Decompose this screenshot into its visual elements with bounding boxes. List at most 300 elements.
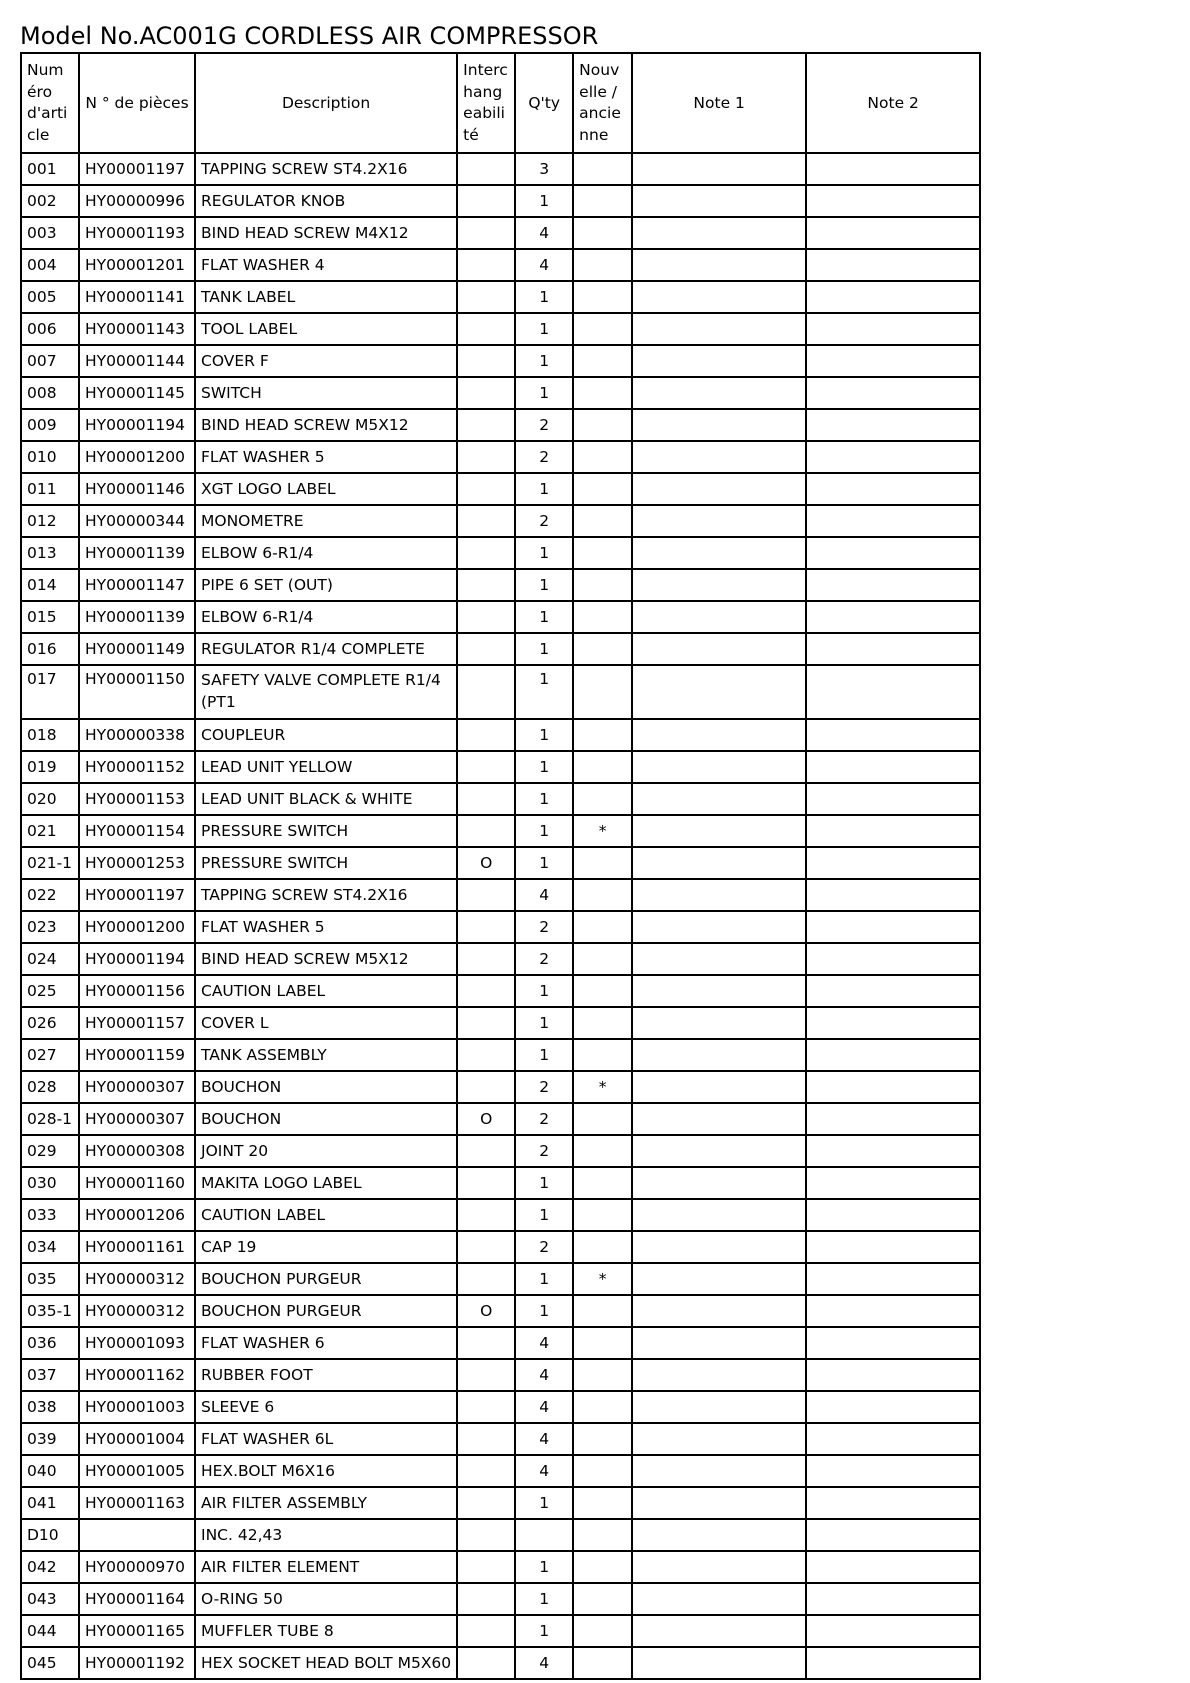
qty-cell: 2 [515,1103,573,1135]
description-cell: SAFETY VALVE COMPLETE R1/4(PT1 [195,665,457,719]
qty-cell: 1 [515,1199,573,1231]
qty-cell: 1 [515,633,573,665]
interchangeability-cell [457,249,515,281]
item-number-cell: D10 [21,1519,79,1551]
item-number-cell: 004 [21,249,79,281]
item-number-cell: 005 [21,281,79,313]
description-cell: SWITCH [195,377,457,409]
description-cell: AIR FILTER ELEMENT [195,1551,457,1583]
page-title: Model No.AC001G CORDLESS AIR COMPRESSOR [20,22,599,50]
interchangeability-cell [457,751,515,783]
note-1-cell [632,633,806,665]
part-number-cell: HY00001253 [79,847,195,879]
new-old-cell [573,1487,632,1519]
part-number-cell: HY00001162 [79,1359,195,1391]
note-2-cell [806,1231,980,1263]
note-2-cell [806,719,980,751]
table-row [21,847,980,879]
description-cell: RUBBER FOOT [195,1359,457,1391]
new-old-cell: * [573,1071,632,1103]
part-number-cell: HY00001153 [79,783,195,815]
interchangeability-cell [457,1423,515,1455]
interchangeability-cell [457,313,515,345]
item-number-cell: 011 [21,473,79,505]
note-1-cell [632,1583,806,1615]
note-1-cell [632,1167,806,1199]
interchangeability-cell [457,153,515,185]
description-cell: MUFFLER TUBE 8 [195,1615,457,1647]
note-2-cell [806,751,980,783]
description-cell: LEAD UNIT YELLOW [195,751,457,783]
item-number-cell: 021 [21,815,79,847]
part-number-cell: HY00001194 [79,409,195,441]
description-cell: O-RING 50 [195,1583,457,1615]
interchangeability-cell [457,217,515,249]
qty-cell: 2 [515,441,573,473]
description-cell: FLAT WASHER 5 [195,441,457,473]
description-cell: BOUCHON PURGEUR [195,1263,457,1295]
note-1-cell [632,409,806,441]
interchangeability-cell [457,1007,515,1039]
qty-cell: 1 [515,751,573,783]
note-2-cell [806,1551,980,1583]
interchangeability-cell [457,441,515,473]
description-cell: MONOMETRE [195,505,457,537]
interchangeability-cell [457,281,515,313]
part-number-cell: HY00001141 [79,281,195,313]
note-2-cell [806,1199,980,1231]
item-number-cell: 014 [21,569,79,601]
note-2-cell [806,377,980,409]
interchangeability-cell: O [457,1103,515,1135]
interchangeability-cell [457,1359,515,1391]
table-row [21,313,980,345]
item-number-cell: 003 [21,217,79,249]
part-number-cell: HY00001165 [79,1615,195,1647]
item-number-cell: 035 [21,1263,79,1295]
new-old-cell [573,1423,632,1455]
part-number-cell [79,1519,195,1551]
new-old-cell [573,1103,632,1135]
note-2-cell [806,441,980,473]
table-row [21,281,980,313]
header-interchangeability: Interchangeabilité [457,53,515,153]
description-cell: TOOL LABEL [195,313,457,345]
interchangeability-cell [457,1391,515,1423]
qty-cell: 1 [515,185,573,217]
qty-cell: 4 [515,217,573,249]
note-1-cell [632,1455,806,1487]
note-2-cell [806,633,980,665]
header-note-2: Note 2 [806,53,980,153]
table-row [21,345,980,377]
part-number-cell: HY00000308 [79,1135,195,1167]
new-old-cell [573,1231,632,1263]
note-2-cell [806,1167,980,1199]
interchangeability-cell: O [457,847,515,879]
note-1-cell [632,1231,806,1263]
item-number-cell: 035-1 [21,1295,79,1327]
new-old-cell [573,601,632,633]
part-number-cell: HY00001206 [79,1199,195,1231]
qty-cell: 1 [515,569,573,601]
description-cell: REGULATOR KNOB [195,185,457,217]
qty-cell: 1 [515,473,573,505]
item-number-cell: 021-1 [21,847,79,879]
new-old-cell [573,1007,632,1039]
note-2-cell [806,815,980,847]
note-2-cell [806,505,980,537]
description-cell: BIND HEAD SCREW M5X12 [195,943,457,975]
note-2-cell [806,1103,980,1135]
description-cell: CAUTION LABEL [195,1199,457,1231]
item-number-cell: 022 [21,879,79,911]
note-1-cell [632,185,806,217]
table-row [21,719,980,751]
note-2-cell [806,1295,980,1327]
interchangeability-cell [457,783,515,815]
item-number-cell: 028-1 [21,1103,79,1135]
description-cell: REGULATOR R1/4 COMPLETE [195,633,457,665]
description-cell: BIND HEAD SCREW M5X12 [195,409,457,441]
description-cell: COVER F [195,345,457,377]
new-old-cell: * [573,1263,632,1295]
qty-cell: 2 [515,943,573,975]
new-old-cell [573,1135,632,1167]
new-old-cell [573,633,632,665]
item-number-cell: 040 [21,1455,79,1487]
new-old-cell [573,313,632,345]
interchangeability-cell [457,665,515,719]
qty-cell: 1 [515,1263,573,1295]
note-2-cell [806,601,980,633]
part-number-cell: HY00001200 [79,441,195,473]
header-item-no: Numéro d'article [21,53,79,153]
part-number-cell: HY00000344 [79,505,195,537]
new-old-cell [573,1199,632,1231]
part-number-cell: HY00001157 [79,1007,195,1039]
item-number-cell: 042 [21,1551,79,1583]
note-2-cell [806,249,980,281]
description-cell: SLEEVE 6 [195,1391,457,1423]
table-row [21,1359,980,1391]
item-number-cell: 006 [21,313,79,345]
part-number-cell: HY00001154 [79,815,195,847]
qty-cell: 1 [515,1487,573,1519]
header-row [21,53,980,153]
note-1-cell [632,665,806,719]
new-old-cell [573,1615,632,1647]
interchangeability-cell [457,879,515,911]
part-number-cell: HY00001192 [79,1647,195,1679]
qty-cell: 4 [515,1455,573,1487]
qty-cell: 1 [515,1615,573,1647]
item-number-cell: 026 [21,1007,79,1039]
item-number-cell: 043 [21,1583,79,1615]
interchangeability-cell [457,1647,515,1679]
description-cell: MAKITA LOGO LABEL [195,1167,457,1199]
interchangeability-cell [457,377,515,409]
interchangeability-cell [457,1327,515,1359]
note-1-cell [632,1391,806,1423]
item-number-cell: 008 [21,377,79,409]
interchangeability-cell [457,409,515,441]
note-1-cell [632,815,806,847]
qty-cell: 4 [515,1391,573,1423]
new-old-cell [573,185,632,217]
part-number-cell: HY00000312 [79,1263,195,1295]
new-old-cell [573,943,632,975]
new-old-cell [573,719,632,751]
table-row [21,1199,980,1231]
description-cell: PRESSURE SWITCH [195,815,457,847]
item-number-cell: 023 [21,911,79,943]
description-cell: TAPPING SCREW ST4.2X16 [195,153,457,185]
table-row [21,783,980,815]
table-row [21,1583,980,1615]
description-cell: ELBOW 6-R1/4 [195,537,457,569]
note-2-cell [806,1647,980,1679]
note-1-cell [632,601,806,633]
part-number-cell: HY00001194 [79,943,195,975]
part-number-cell: HY00001149 [79,633,195,665]
table-row [21,1327,980,1359]
interchangeability-cell [457,1455,515,1487]
note-1-cell [632,1487,806,1519]
table-row [21,569,980,601]
item-number-cell: 045 [21,1647,79,1679]
description-cell: JOINT 20 [195,1135,457,1167]
qty-cell: 1 [515,1007,573,1039]
note-1-cell [632,1327,806,1359]
description-cell: INC. 42,43 [195,1519,457,1551]
new-old-cell [573,1167,632,1199]
table-row [21,217,980,249]
new-old-cell: * [573,815,632,847]
interchangeability-cell [457,633,515,665]
table-row [21,473,980,505]
new-old-cell [573,281,632,313]
note-1-cell [632,313,806,345]
qty-cell: 4 [515,879,573,911]
description-cell: ELBOW 6-R1/4 [195,601,457,633]
note-1-cell [632,847,806,879]
new-old-cell [573,1295,632,1327]
interchangeability-cell [457,1615,515,1647]
table-row [21,633,980,665]
note-1-cell [632,1199,806,1231]
table-row [21,1231,980,1263]
new-old-cell [573,1327,632,1359]
note-1-cell [632,1103,806,1135]
qty-cell: 1 [515,975,573,1007]
description-cell: PIPE 6 SET (OUT) [195,569,457,601]
note-1-cell [632,1359,806,1391]
table-row [21,1071,980,1103]
description-cell: PRESSURE SWITCH [195,847,457,879]
part-number-cell: HY00000338 [79,719,195,751]
part-number-cell: HY00001201 [79,249,195,281]
note-1-cell [632,911,806,943]
description-cell: BOUCHON [195,1071,457,1103]
note-2-cell [806,1039,980,1071]
table-row [21,1103,980,1135]
new-old-cell [573,473,632,505]
description-cell: BOUCHON [195,1103,457,1135]
note-1-cell [632,1135,806,1167]
qty-cell: 1 [515,815,573,847]
table-row [21,975,980,1007]
table-row [21,1519,980,1551]
qty-cell: 1 [515,719,573,751]
part-number-cell: HY00001143 [79,313,195,345]
table-row [21,1615,980,1647]
part-number-cell: HY00001147 [79,569,195,601]
new-old-cell [573,153,632,185]
table-row [21,409,980,441]
note-1-cell [632,153,806,185]
note-2-cell [806,879,980,911]
description-cell: FLAT WASHER 6L [195,1423,457,1455]
part-number-cell: HY00001005 [79,1455,195,1487]
part-number-cell: HY00001003 [79,1391,195,1423]
part-number-cell: HY00000996 [79,185,195,217]
new-old-cell [573,783,632,815]
interchangeability-cell [457,569,515,601]
item-number-cell: 037 [21,1359,79,1391]
interchangeability-cell [457,1167,515,1199]
item-number-cell: 024 [21,943,79,975]
qty-cell: 1 [515,377,573,409]
note-1-cell [632,345,806,377]
note-2-cell [806,1391,980,1423]
item-number-cell: 044 [21,1615,79,1647]
table-row [21,665,980,719]
note-2-cell [806,1135,980,1167]
note-1-cell [632,879,806,911]
interchangeability-cell [457,1071,515,1103]
note-1-cell [632,377,806,409]
new-old-cell [573,537,632,569]
note-1-cell [632,1519,806,1551]
qty-cell: 1 [515,1167,573,1199]
note-2-cell [806,1359,980,1391]
item-number-cell: 015 [21,601,79,633]
note-1-cell [632,249,806,281]
interchangeability-cell [457,1039,515,1071]
qty-cell: 4 [515,1423,573,1455]
qty-cell: 1 [515,281,573,313]
description-cell: FLAT WASHER 6 [195,1327,457,1359]
note-2-cell [806,153,980,185]
qty-cell: 4 [515,1359,573,1391]
note-2-cell [806,281,980,313]
note-1-cell [632,505,806,537]
new-old-cell [573,1391,632,1423]
table-row [21,1487,980,1519]
item-number-cell: 036 [21,1327,79,1359]
new-old-cell [573,1551,632,1583]
table-row [21,1007,980,1039]
qty-cell: 1 [515,601,573,633]
part-number-cell: HY00001150 [79,665,195,719]
part-number-cell: HY00001159 [79,1039,195,1071]
note-2-cell [806,1583,980,1615]
interchangeability-cell [457,345,515,377]
new-old-cell [573,505,632,537]
item-number-cell: 016 [21,633,79,665]
header-part-no: N ° de pièces [79,53,195,153]
description-cell: AIR FILTER ASSEMBLY [195,1487,457,1519]
table-row [21,815,980,847]
qty-cell: 1 [515,665,573,719]
table-row [21,1167,980,1199]
note-1-cell [632,473,806,505]
item-number-cell: 038 [21,1391,79,1423]
note-2-cell [806,537,980,569]
item-number-cell: 017 [21,665,79,719]
new-old-cell [573,1039,632,1071]
item-number-cell: 010 [21,441,79,473]
note-1-cell [632,1007,806,1039]
part-number-cell: HY00001200 [79,911,195,943]
interchangeability-cell [457,1135,515,1167]
note-2-cell [806,569,980,601]
qty-cell: 1 [515,847,573,879]
note-1-cell [632,1295,806,1327]
table-row [21,1295,980,1327]
table-row [21,879,980,911]
note-1-cell [632,943,806,975]
interchangeability-cell [457,1519,515,1551]
description-cell: CAUTION LABEL [195,975,457,1007]
new-old-cell [573,249,632,281]
note-1-cell [632,783,806,815]
description-cell: BOUCHON PURGEUR [195,1295,457,1327]
new-old-cell [573,665,632,719]
interchangeability-cell [457,815,515,847]
qty-cell [515,1519,573,1551]
table-row [21,153,980,185]
table-row [21,1455,980,1487]
new-old-cell [573,751,632,783]
item-number-cell: 009 [21,409,79,441]
new-old-cell [573,879,632,911]
interchangeability-cell [457,1263,515,1295]
table-row [21,537,980,569]
new-old-cell [573,569,632,601]
interchangeability-cell [457,1199,515,1231]
new-old-cell [573,217,632,249]
part-number-cell: HY00001004 [79,1423,195,1455]
table-row [21,249,980,281]
qty-cell: 1 [515,1295,573,1327]
note-2-cell [806,1519,980,1551]
interchangeability-cell [457,943,515,975]
note-2-cell [806,1327,980,1359]
note-1-cell [632,1039,806,1071]
interchangeability-cell [457,911,515,943]
interchangeability-cell [457,505,515,537]
part-number-cell: HY00001146 [79,473,195,505]
interchangeability-cell [457,719,515,751]
new-old-cell [573,345,632,377]
part-number-cell: HY00001139 [79,601,195,633]
interchangeability-cell: O [457,1295,515,1327]
description-cell: TANK LABEL [195,281,457,313]
new-old-cell [573,441,632,473]
part-number-cell: HY00001197 [79,153,195,185]
